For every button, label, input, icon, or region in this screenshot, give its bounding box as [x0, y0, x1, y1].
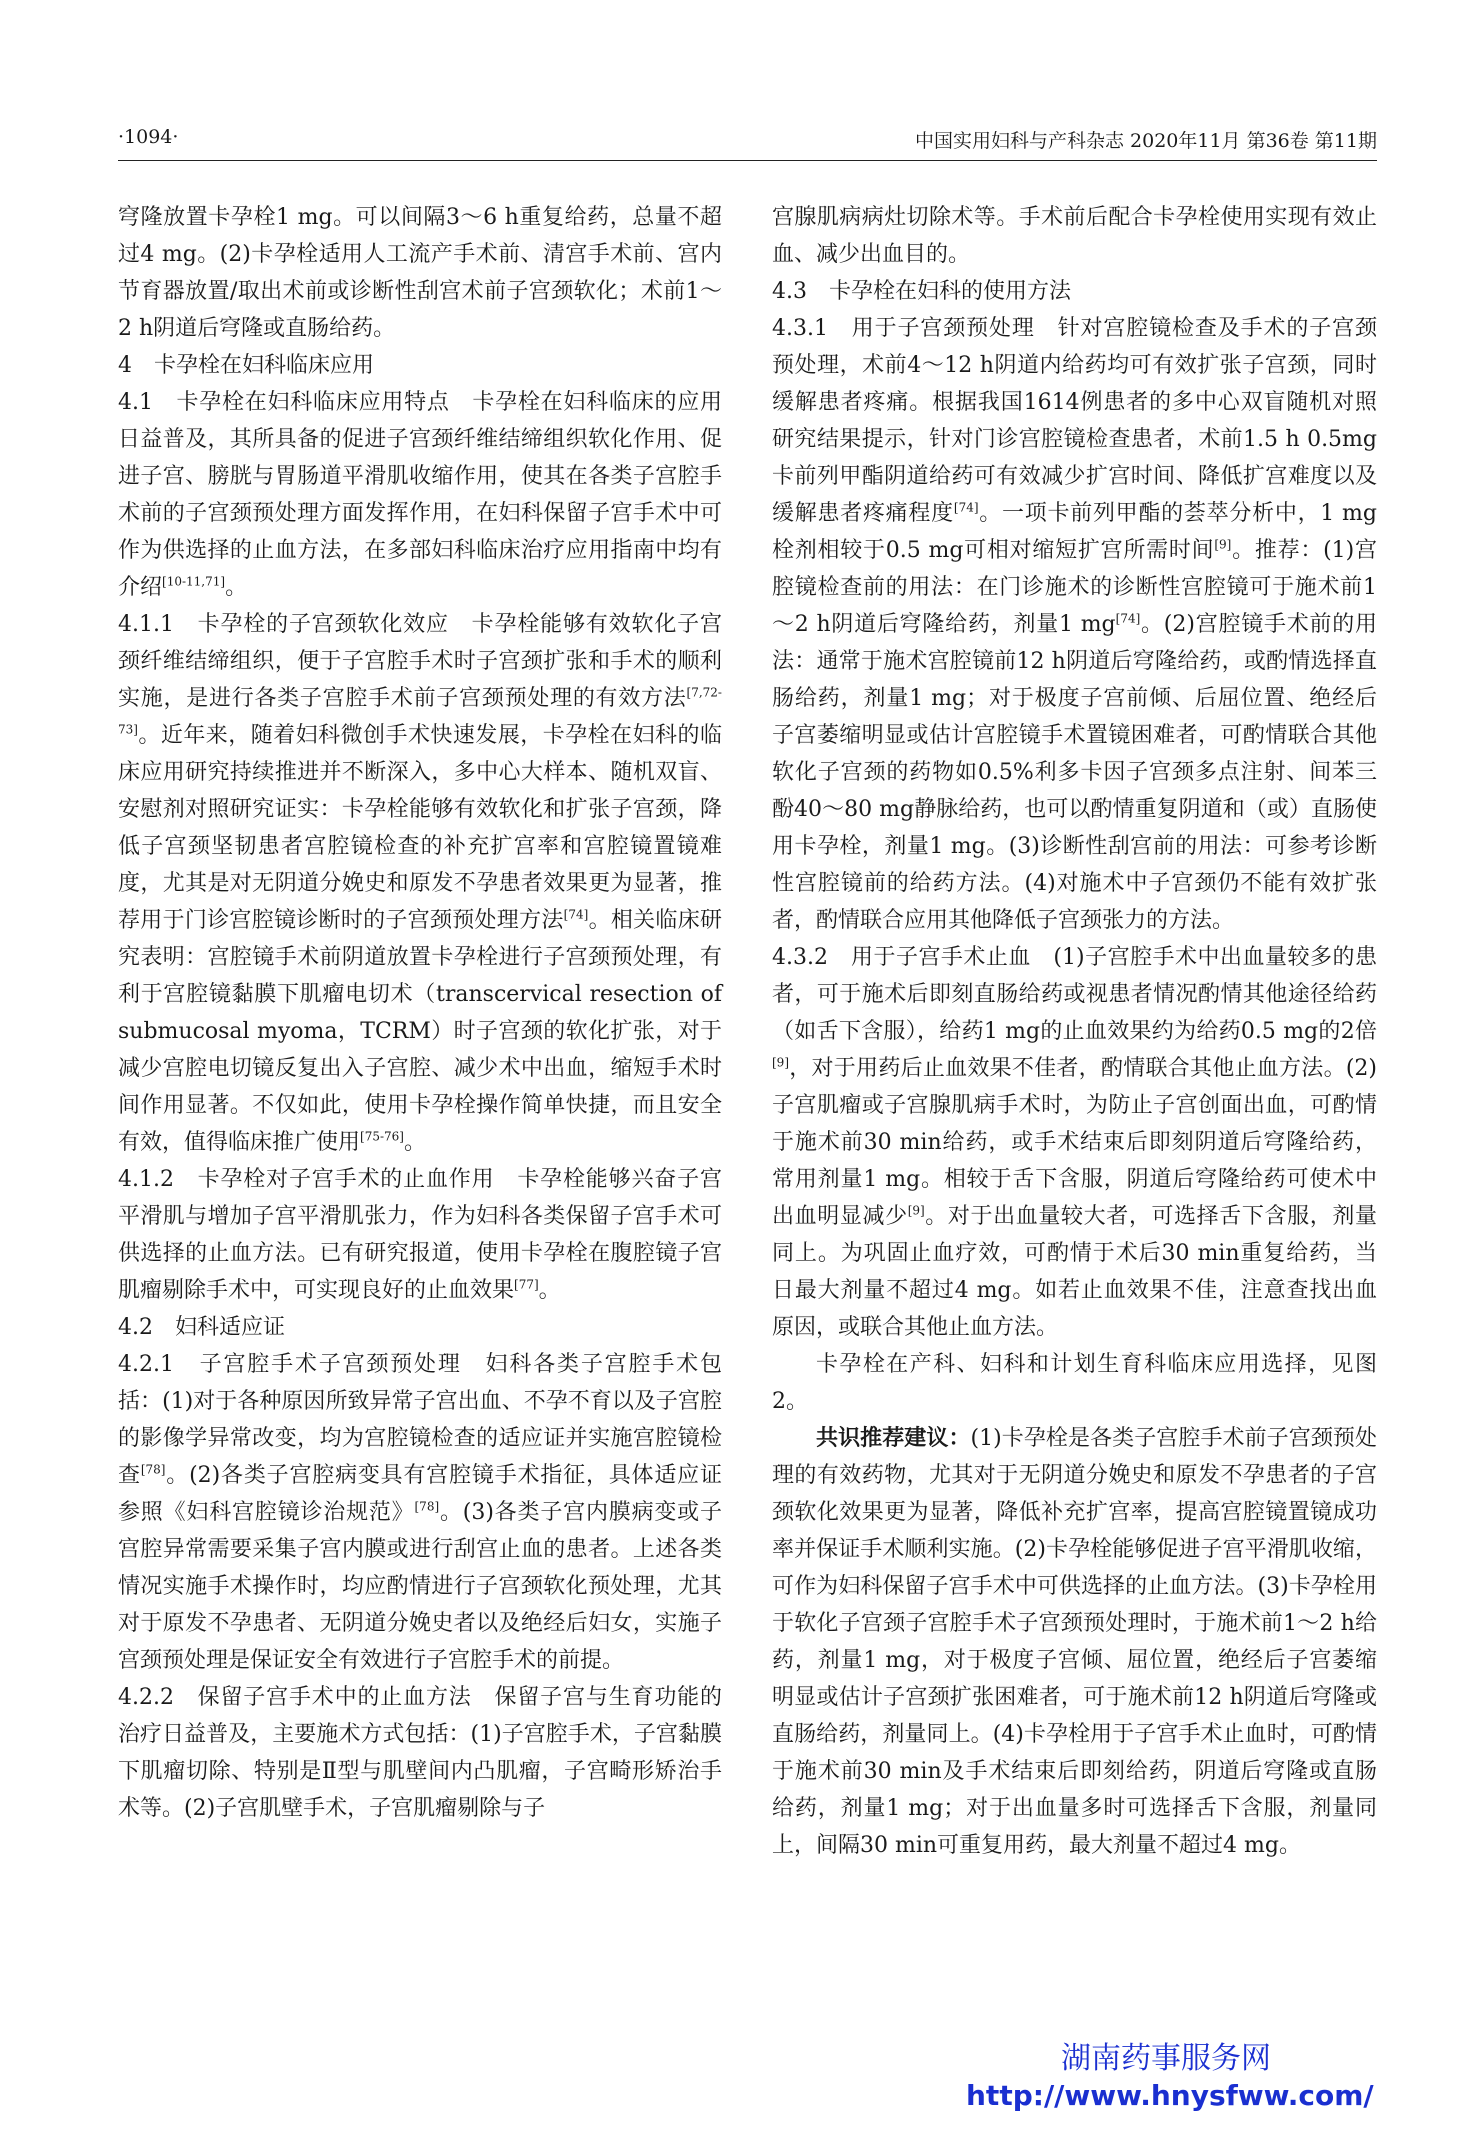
citation: [9] [907, 1203, 925, 1218]
right-column [772, 199, 1377, 1864]
citation: [9] [1214, 537, 1232, 552]
subsection-title: 4.3 卡孕栓在妇科的使用方法 [772, 279, 1071, 304]
paragraph: 4.1.2 卡孕栓对子宫手术的止血作用 卡孕栓能够兴奋子宫平滑肌与增加子宫平滑肌张力，作为妇科各类保留子宫手术可供选择的止血方法。已有研究报道，使用卡孕栓在腹腔镜子宫肌瘤剔除手术中，可实现良好的止血效果[77]。 [118, 1167, 722, 1303]
paragraph: 卡孕栓在产科、妇科和计划生育科临床应用选择，见图2。 [772, 1352, 1377, 1414]
citation: [7,72-73] [118, 685, 722, 737]
subsection-title: 4.1.1 卡孕栓的子宫颈软化效应 [118, 612, 449, 637]
subsection-title: 4.1 卡孕栓在妇科临床应用特点 [118, 390, 450, 415]
citation: [9] [772, 1055, 789, 1070]
recommendation-label: 共识推荐建议： [816, 1425, 971, 1451]
paragraph: 4.2.1 子宫腔手术子宫颈预处理 妇科各类子宫腔手术包括：(1)对于各种原因所致异常子宫出血、不孕不育以及子宫腔的影像学异常改变，均为宫腔镜检查的适应证并实施宫腔镜检查[78]。(2)各类子宫腔病变具有宫腔镜手术指征，具体适应证参照《妇科宫腔镜诊治规范》[78]。(3)各类子宫内膜病变或子宫腔异常需要采集子宫内膜或进行刮宫止血的患者。上述各类情况实施手术操作时，均应酌情进行子宫颈软化预处理，尤其对于原发不孕患者、无阴道分娩史者以及绝经后妇女，实施子宫颈预处理是保证安全有效进行子宫腔手术的前提。 [118, 1352, 722, 1673]
subsection-title: 4.2 妇科适应证 [118, 1315, 285, 1340]
page-number: ·1094· [118, 126, 179, 148]
subsection-title: 4.3.1 用于子宫颈预处理 [772, 316, 1035, 341]
paragraph: 4.3.1 用于子宫颈预处理 针对宫腔镜检查及手术的子宫颈预处理，术前4～12 h阴道内给药均可有效扩张子宫颈，同时缓解患者疼痛。根据我国1614例患者的多中心双盲随机对照研究结果提示，针对门诊宫腔镜检查患者，术前1.5 h 0.5mg卡前列甲酯阴道给药可有效减少扩宫时间、降低扩宫难度以及缓解患者疼痛程度[74]。一项卡前列甲酯的荟萃分析中，1 mg栓剂相较于0.5 mg可相对缩短扩宫所需时间[9]。推荐：(1)宫腔镜检查前的用法：在门诊施术的诊断性宫腔镜可于施术前1～2 h阴道后穹隆给药，剂量1 mg[74]。(2)宫腔镜手术前的用法：通常于施术宫腔镜前12 h阴道后穹隆给药，或酌情选择直肠给药，剂量1 mg；对于极度子宫前倾、后屈位置、绝经后子宫萎缩明显或估计宫腔镜手术置镜困难者，可酌情联合其他软化子宫颈的药物如0.5%利多卡因子宫颈多点注射、间苯三酚40～80 mg静脉给药，也可以酌情重复阴道和（或）直肠使用卡孕栓，剂量1 mg。(3)诊断性刮宫前的用法：可参考诊断性宫腔镜前的给药方法。(4)对施术中子宫颈仍不能有效扩张者，酌情联合应用其他降低子宫颈张力的方法。 [772, 316, 1377, 933]
citation: [74] [953, 500, 979, 515]
watermark-site-name: 湖南药事服务网 [1061, 2041, 1271, 2076]
paragraph: 4.1 卡孕栓在妇科临床应用特点 卡孕栓在妇科临床的应用日益普及，其所具备的促进子宫颈纤维结缔组织软化作用、促进子宫、膀胱与胃肠道平滑肌收缩作用，使其在各类子宫腔手术前的子宫颈预处理方面发挥作用，在妇科保留子宫手术中可作为供选择的止血方法，在多部妇科临床治疗应用指南中均有介绍[10-11,71]。 [118, 390, 722, 600]
recommendation-paragraph: 共识推荐建议：(1)卡孕栓是各类子宫腔手术前子宫颈预处理的有效药物，尤其对于无阴道分娩史和原发不孕患者的子宫颈软化效果更为显著，降低补充扩宫率，提高宫腔镜置镜成功率并保证手术顺利实施。(2)卡孕栓能够促进子宫平滑肌收缩，可作为妇科保留子宫手术中可供选择的止血方法。(3)卡孕栓用于软化子宫颈子宫腔手术子宫颈预处理时，于施术前1～2 h给药，剂量1 mg，对于极度子宫倾、屈位置，绝经后子宫萎缩明显或估计子宫颈扩张困难者，可于施术前12 h阴道后穹隆或直肠给药，剂量同上。(4)卡孕栓用于子宫手术止血时，可酌情于施术前30 min及手术结束后即刻给药，阴道后穹隆或直肠给药，剂量1 mg；对于出血量多时可选择舌下含服，剂量同上，间隔30 min可重复用药，最大剂量不超过4 mg。 [772, 1425, 1377, 1858]
page-header [118, 126, 1377, 160]
citation: [78] [140, 1462, 166, 1477]
subsection-title: 4.1.2 卡孕栓对子宫手术的止血作用 [118, 1167, 495, 1192]
paragraph: 4.2.2 保留子宫手术中的止血方法 保留子宫与生育功能的治疗日益普及，主要施术方式包括：(1)子宫腔手术，子宫黏膜下肌瘤切除、特别是Ⅱ型与肌壁间内凸肌瘤，子宫畸形矫治手术等。(2)子宫肌壁手术，子宫肌瘤剔除与子 [118, 1685, 722, 1821]
citation: [78] [414, 1499, 440, 1514]
subsection-title: 4.3.2 用于子宫手术止血 [772, 945, 1031, 970]
subsection-title: 4.2.1 子宫腔手术子宫颈预处理 [118, 1352, 462, 1377]
paragraph: 4.1.1 卡孕栓的子宫颈软化效应 卡孕栓能够有效软化子宫颈纤维结缔组织，便于子宫腔手术时子宫颈扩张和手术的顺利实施，是进行各类子宫腔手术前子宫颈预处理的有效方法[7,72-73]。近年来，随着妇科微创手术快速发展，卡孕栓在妇科的临床应用研究持续推进并不断深入，多中心大样本、随机双盲、安慰剂对照研究证实：卡孕栓能够有效软化和扩张子宫颈，降低子宫颈坚韧患者宫腔镜检查的补充扩宫率和宫腔镜置镜难度，尤其是对无阴道分娩史和原发不孕患者效果更为显著，推荐用于门诊宫腔镜诊断时的子宫颈预处理方法[74]。相关临床研究表明：宫腔镜手术前阴道放置卡孕栓进行子宫颈预处理，有利于宫腔镜黏膜下肌瘤电切术（transcervical resection of submucosal myoma，TCRM）时子宫颈的软化扩张，对于减少宫腔电切镜反复出入子宫腔、减少术中出血，缩短手术时间作用显著。不仅如此，使用卡孕栓操作简单快捷，而且安全有效，值得临床推广使用[75-76]。 [118, 612, 722, 1155]
paragraph: 4.3.2 用于子宫手术止血 (1)子宫腔手术中出血量较多的患者，可于施术后即刻直肠给药或视患者情况酌情其他途径给药（如舌下含服），给药1 mg的止血效果约为给药0.5 mg的2倍[9]，对于用药后止血效果不佳者，酌情联合其他止血方法。(2)子宫肌瘤或子宫腺肌病手术时，为防止子宫创面出血，可酌情于施术前30 min给药，或手术结束后即刻阴道后穹隆给药，常用剂量1 mg。相较于舌下含服，阴道后穹隆给药可使术中出血明显减少[9]。对于出血量较大者，可选择舌下含服，剂量同上。为巩固止血疗效，可酌情于术后30 min重复给药，当日最大剂量不超过4 mg。如若止血效果不佳，注意查找出血原因，或联合其他止血方法。 [772, 945, 1377, 1340]
left-column [118, 199, 722, 1827]
citation: [10-11,71] [162, 574, 226, 589]
paragraph: 穹隆放置卡孕栓1 mg。可以间隔3～6 h重复给药，总量不超过4 mg。(2)卡孕栓适用人工流产手术前、清宫手术前、宫内节育器放置/取出术前或诊断性刮宫术前子宫颈软化；术前1～2 h阴道后穹隆或直肠给药。 [118, 205, 722, 341]
subsection-title: 4.2.2 保留子宫手术中的止血方法 [118, 1685, 472, 1710]
journal-info: 中国实用妇科与产科杂志 2020年11月 第36卷 第11期 [914, 130, 1377, 152]
citation: [77] [514, 1277, 539, 1292]
citation: [74] [563, 907, 589, 922]
paragraph: 宫腺肌病病灶切除术等。手术前后配合卡孕栓使用实现有效止血、减少出血目的。 [772, 205, 1377, 267]
citation: [75-76] [360, 1129, 404, 1144]
watermark [966, 2040, 1374, 2114]
citation: [74] [1115, 611, 1141, 626]
watermark-url: http://www.hnysfww.com/ [966, 2079, 1374, 2112]
header-rule [118, 160, 1377, 161]
section-heading: 4 卡孕栓在妇科临床应用 [118, 353, 374, 378]
